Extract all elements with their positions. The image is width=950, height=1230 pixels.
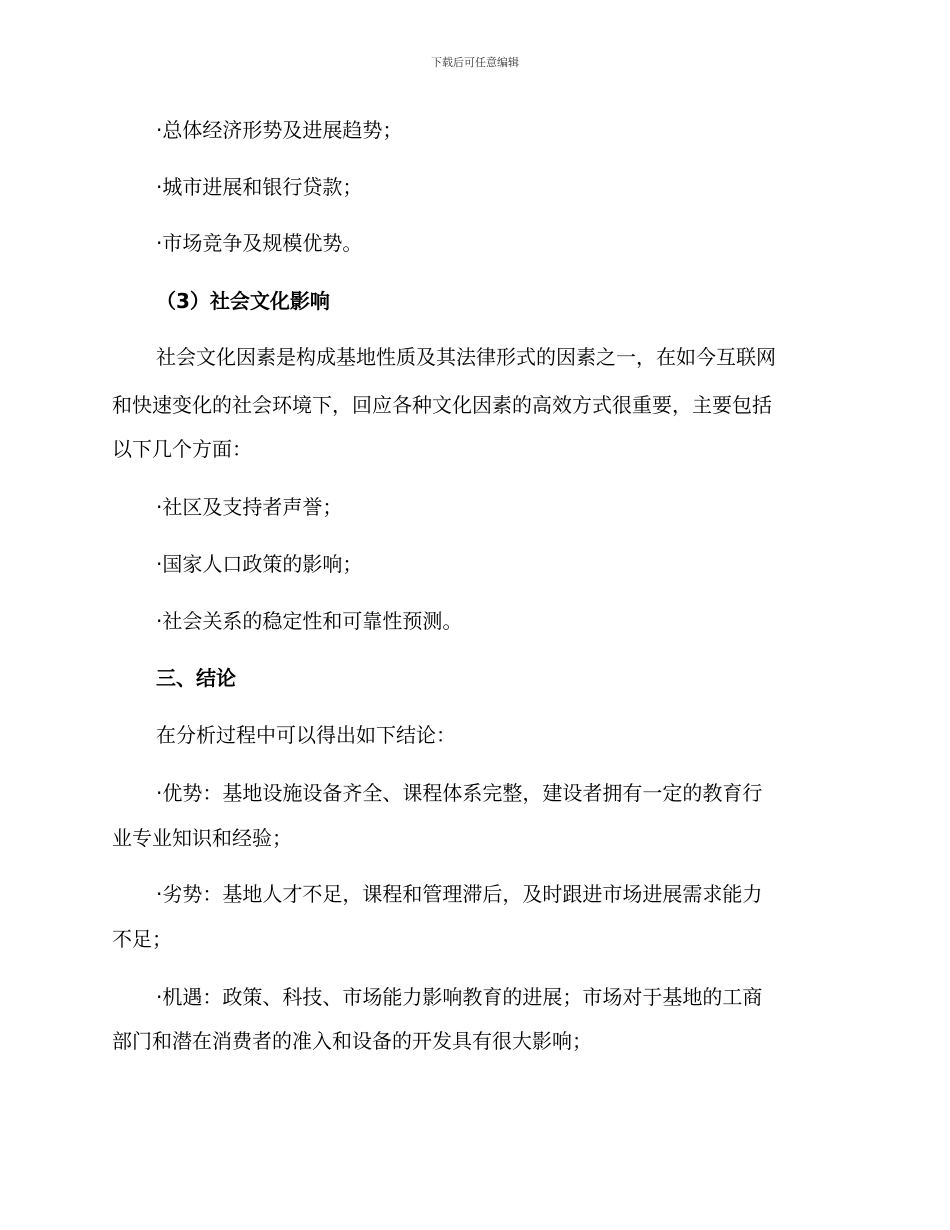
page-header-note: 下载后可任意编辑 bbox=[431, 56, 519, 69]
conclusion-opportunities-line-2: 部门和潜在消费者的准入和设备的开发具有很大影响； bbox=[112, 1029, 592, 1053]
culture-paragraph-line-1: 社会文化因素是构成基地性质及其法律形式的因素之一，在如今互联网 bbox=[156, 345, 776, 369]
bullet-city-loans: ·城市进展和银行贷款； bbox=[156, 175, 363, 199]
section-heading-culture: （3）社会文化影响 bbox=[156, 289, 330, 313]
conclusion-opportunities-line-1: ·机遇：政策、科技、市场能力影响教育的进展；市场对于基地的工商 bbox=[156, 985, 763, 1009]
conclusion-weaknesses-line-1: ·劣势：基地人才不足，课程和管理滞后，及时跟进市场进展需求能力 bbox=[156, 882, 763, 906]
bullet-community-reputation: ·社区及支持者声誉； bbox=[156, 495, 343, 519]
conclusion-intro: 在分析过程中可以得出如下结论： bbox=[156, 723, 456, 747]
bullet-market-competition: ·市场竞争及规模优势。 bbox=[156, 231, 363, 255]
bullet-social-stability: ·社会关系的稳定性和可靠性预测。 bbox=[156, 609, 463, 633]
culture-paragraph-line-2: 和快速变化的社会环境下，回应各种文化因素的高效方式很重要，主要包括 bbox=[112, 393, 772, 417]
conclusion-strengths-line-2: 业专业知识和经验； bbox=[112, 826, 292, 850]
culture-paragraph-line-3: 以下几个方面： bbox=[112, 437, 252, 461]
section-heading-conclusion: 三、结论 bbox=[156, 666, 236, 690]
conclusion-strengths-line-1: ·优势：基地设施设备齐全、课程体系完整，建设者拥有一定的教育行 bbox=[156, 781, 763, 805]
bullet-population-policy: ·国家人口政策的影响； bbox=[156, 552, 363, 576]
conclusion-weaknesses-line-2: 不足； bbox=[112, 927, 172, 951]
bullet-economy-trend: ·总体经济形势及进展趋势； bbox=[156, 118, 403, 142]
